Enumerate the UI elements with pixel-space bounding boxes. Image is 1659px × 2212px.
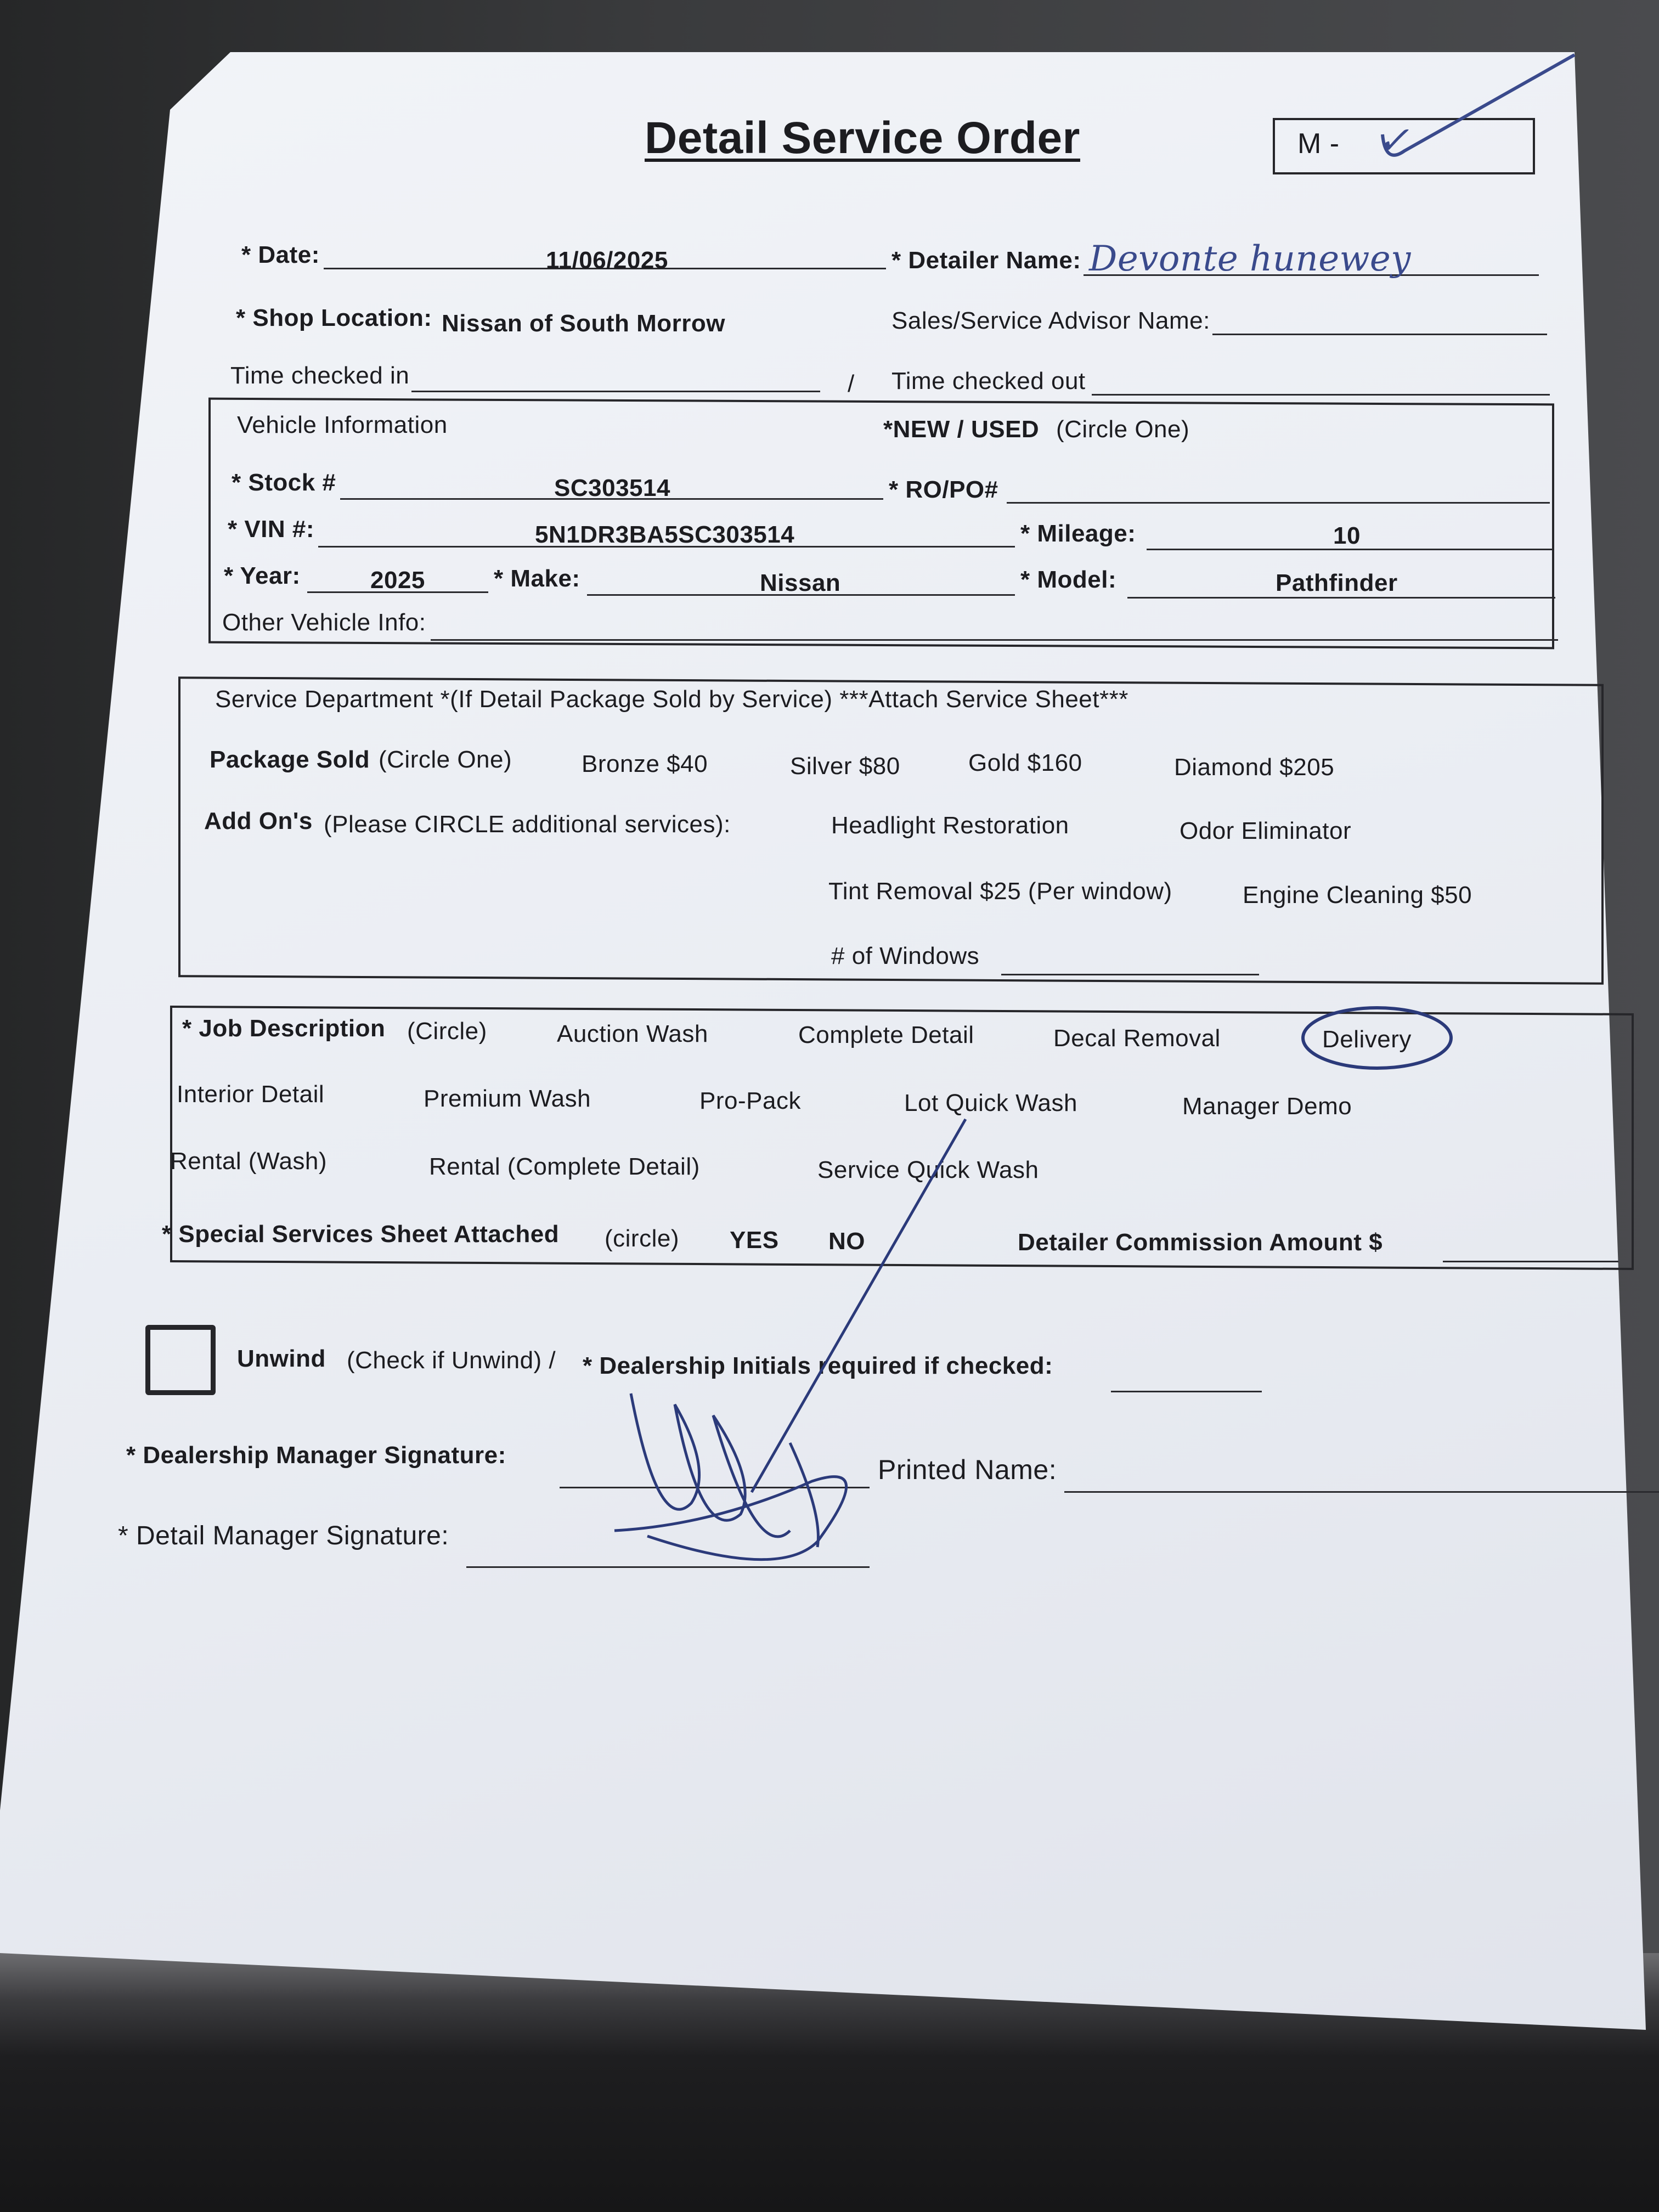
service-dept-label: Service Department *(If Detail Package Sold by Service) ***Attach Service Sheet***	[215, 686, 1128, 713]
advisor-name-label: Sales/Service Advisor Name:	[891, 307, 1210, 334]
other-info-label: Other Vehicle Info:	[222, 609, 426, 636]
m-box-check-stroke	[1383, 55, 1575, 155]
package-bronze[interactable]: Bronze $40	[582, 751, 708, 777]
package-sold-hint: (Circle One)	[379, 746, 512, 773]
job-manager-demo[interactable]: Manager Demo	[1182, 1093, 1352, 1120]
addon-odor-eliminator[interactable]: Odor Eliminator	[1180, 817, 1352, 844]
time-in-label: Time checked in	[230, 362, 410, 389]
model-value[interactable]: Pathfinder	[1276, 569, 1398, 596]
detail-manager-signature-label: * Detail Manager Signature:	[118, 1521, 449, 1550]
job-description-label: * Job Description	[182, 1015, 386, 1042]
package-diamond[interactable]: Diamond $205	[1174, 754, 1335, 781]
detailer-name-value[interactable]: Devonte hunewey	[1089, 239, 1411, 279]
form-title: Detail Service Order	[645, 113, 1080, 163]
addons-hint: (Please CIRCLE additional services):	[324, 811, 731, 838]
vin-label: * VIN #:	[228, 516, 315, 543]
special-services-hint: (circle)	[605, 1225, 679, 1252]
date-label: * Date:	[241, 241, 320, 268]
m-label: M -	[1297, 128, 1340, 160]
job-interior-detail[interactable]: Interior Detail	[177, 1081, 325, 1108]
new-used-hint: (Circle One)	[1056, 416, 1190, 443]
year-value[interactable]: 2025	[370, 567, 425, 594]
shop-location-value[interactable]: Nissan of South Morrow	[442, 310, 725, 337]
shop-location-label: * Shop Location:	[236, 304, 432, 331]
model-label: * Model:	[1020, 566, 1117, 593]
commission-label: Detailer Commission Amount $	[1018, 1229, 1383, 1256]
addon-engine-cleaning[interactable]: Engine Cleaning $50	[1243, 882, 1472, 909]
job-auction-wash[interactable]: Auction Wash	[557, 1020, 708, 1047]
job-decal-removal[interactable]: Decal Removal	[1053, 1025, 1221, 1052]
job-lot-quick-wash[interactable]: Lot Quick Wash	[904, 1090, 1077, 1116]
job-delivery[interactable]: Delivery	[1322, 1026, 1412, 1053]
vin-value[interactable]: 5N1DR3BA5SC303514	[535, 521, 795, 548]
package-sold-label: Package Sold	[210, 746, 370, 773]
new-used-label[interactable]: *NEW / USED	[883, 416, 1040, 443]
windows-label: # of Windows	[831, 943, 980, 969]
m-checkmark: ✓	[1377, 118, 1410, 163]
stock-value[interactable]: SC303514	[554, 475, 670, 501]
date-value[interactable]: 11/06/2025	[546, 247, 668, 274]
signature-scribble	[614, 1393, 847, 1560]
job-description-hint: (Circle)	[407, 1018, 487, 1045]
unwind-label: Unwind	[237, 1345, 326, 1372]
job-pro-pack[interactable]: Pro-Pack	[699, 1087, 801, 1114]
delivery-circle-mark	[1303, 1008, 1451, 1068]
package-silver[interactable]: Silver $80	[790, 753, 900, 780]
make-value[interactable]: Nissan	[760, 569, 841, 596]
printed-name-label: Printed Name:	[878, 1454, 1057, 1485]
time-out-label: Time checked out	[891, 368, 1086, 394]
detailer-name-label: * Detailer Name:	[891, 247, 1081, 274]
job-rental-wash[interactable]: Rental (Wash)	[170, 1148, 328, 1175]
mileage-value[interactable]: 10	[1333, 522, 1361, 549]
job-premium-wash[interactable]: Premium Wash	[424, 1085, 591, 1112]
unwind-hint: (Check if Unwind) /	[347, 1347, 556, 1374]
time-separator: /	[848, 370, 855, 397]
diagonal-pen-stroke	[752, 1119, 966, 1492]
job-service-quick-wash[interactable]: Service Quick Wash	[817, 1156, 1039, 1183]
dealership-manager-signature-label: * Dealership Manager Signature:	[126, 1442, 506, 1469]
addon-headlight-restoration[interactable]: Headlight Restoration	[831, 812, 1069, 839]
mileage-label: * Mileage:	[1020, 520, 1136, 547]
job-complete-detail[interactable]: Complete Detail	[798, 1022, 974, 1048]
vehicle-info-label: Vehicle Information	[237, 411, 448, 438]
stock-label: * Stock #	[232, 469, 336, 496]
year-label: * Year:	[224, 562, 301, 589]
package-gold[interactable]: Gold $160	[968, 749, 1082, 776]
ro-po-label: * RO/PO#	[889, 476, 998, 503]
job-rental-complete-detail[interactable]: Rental (Complete Detail)	[429, 1153, 700, 1180]
special-no-option[interactable]: NO	[828, 1228, 865, 1255]
special-yes-option[interactable]: YES	[730, 1227, 779, 1254]
addon-tint-removal[interactable]: Tint Removal $25 (Per window)	[828, 878, 1172, 905]
make-label: * Make:	[494, 565, 580, 592]
special-services-label: * Special Services Sheet Attached	[162, 1221, 560, 1248]
addons-label: Add On's	[204, 808, 313, 834]
initials-label: * Dealership Initials required if checked:	[583, 1352, 1053, 1379]
